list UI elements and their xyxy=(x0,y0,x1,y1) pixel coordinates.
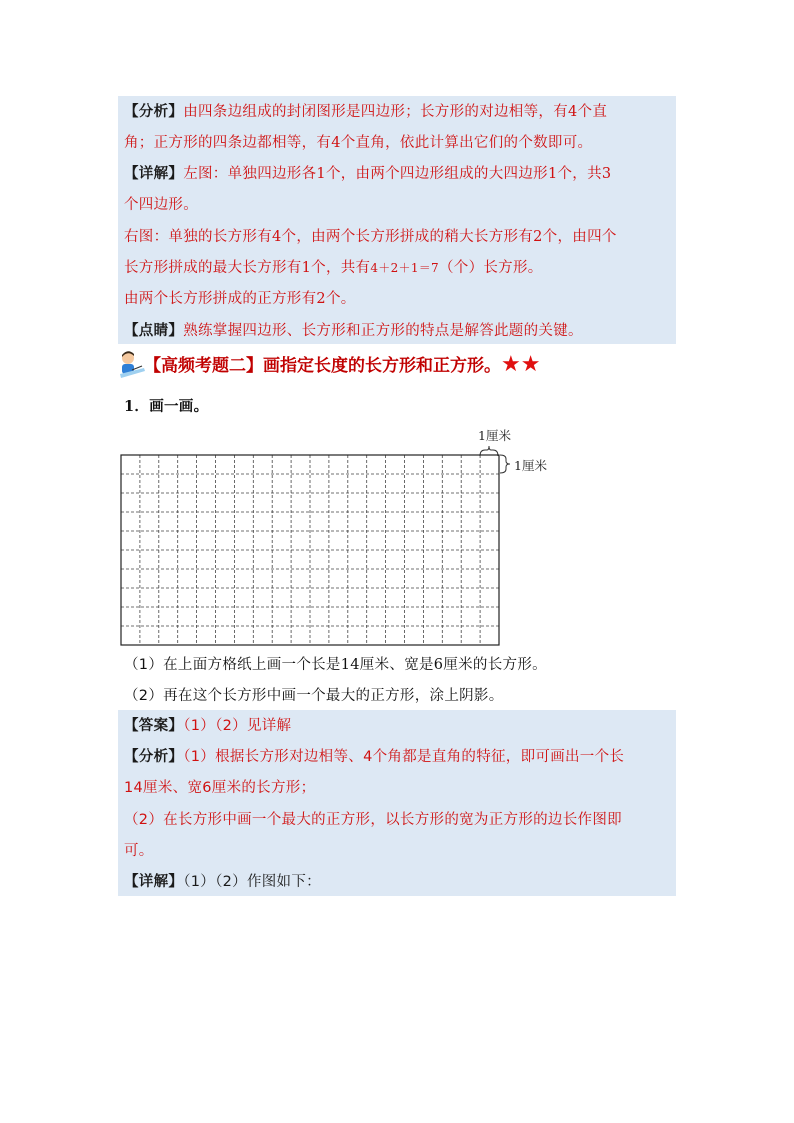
dianjing-tag: 【点睛】 xyxy=(124,323,184,339)
xj-num-2: 1 xyxy=(547,166,558,182)
grid-paper[interactable] xyxy=(120,454,500,646)
question-heading xyxy=(124,397,208,417)
fenxi2-line-1 xyxy=(124,747,624,767)
q1-num-2: 6 xyxy=(433,657,444,673)
question-part-1 xyxy=(124,655,547,675)
xj-num-3: 3 xyxy=(601,166,612,182)
cm-label-top: 1厘米 xyxy=(478,428,511,443)
fenxi-text-1: 由四条边组成的封闭图形是四边形；长方形的对边相等，有 xyxy=(183,104,569,120)
xj-text-5b: 个。 xyxy=(325,291,356,307)
xiangjie2-line xyxy=(124,872,321,892)
fenxi-num-2: 4 xyxy=(331,135,341,151)
xj-text-1b: 个，由两个四边形组成的大四边形 xyxy=(325,166,548,182)
fx2-text-2: 14厘米、宽6厘米的长方形； xyxy=(124,780,316,796)
question-text: 画一画。 xyxy=(149,399,209,415)
xj-text-5a: 由两个长方形拼成的正方形有 xyxy=(124,291,317,307)
xj-num-1: 1 xyxy=(316,166,326,182)
xj-num-4: 4 xyxy=(272,229,282,245)
fenxi2-line-3 xyxy=(124,810,622,830)
xj-num-7: 2 xyxy=(316,291,326,307)
fenxi-text-2a: 角；正方形的四条边都相等，有 xyxy=(124,135,332,151)
q1-text-a: （1）在上面方格纸上画一个长是 xyxy=(124,657,341,673)
xj-text-4c: （个）长方形。 xyxy=(438,260,543,276)
xj-text-3c: 个，由四个 xyxy=(542,229,617,245)
xj-num-5: 2 xyxy=(533,229,543,245)
xj-text-4a: 长方形拼成的最大长方形有 xyxy=(124,260,302,276)
xj-text-3a: 右图：单独的长方形有 xyxy=(124,229,272,245)
fenxi2-tag: 【分析】 xyxy=(124,749,184,765)
fx2-text-1: （1）根据长方形对边相等、4个角都是直角的特征，即可画出一个长 xyxy=(183,749,625,765)
question-part-2 xyxy=(124,686,504,706)
xiangjie-tag: 【详解】 xyxy=(124,166,184,182)
xiangjie2-tag: 【详解】 xyxy=(124,874,184,890)
xj-formula: 4＋2＋1＝7 xyxy=(370,261,439,275)
q1-text-c: 厘米的长方形。 xyxy=(443,657,547,673)
xj-text-2: 个四边形。 xyxy=(124,197,198,213)
fx2-text-4: 可。 xyxy=(124,843,154,859)
xiangjie-line-2 xyxy=(124,195,198,215)
fenxi-text-2b: 个直角，依此计算出它们的个数即可。 xyxy=(340,135,593,151)
xj-num-6: 1 xyxy=(301,260,312,276)
q1-num-1: 14 xyxy=(340,657,360,673)
dianjing-text: 熟练掌握四边形、长方形和正方形的特点是解答此题的关键。 xyxy=(183,323,583,339)
fenxi2-line-2 xyxy=(124,778,315,798)
q1-text-b: 厘米、宽是 xyxy=(359,657,434,673)
dianjing-line xyxy=(124,321,583,341)
xiangjie-line-5 xyxy=(124,289,356,309)
fenxi-tag: 【分析】 xyxy=(124,104,184,120)
q2-text: （2）再在这个长方形中画一个最大的正方形，涂上阴影。 xyxy=(124,688,504,704)
fenxi-num-1: 4 xyxy=(568,104,578,120)
student-icon xyxy=(118,350,146,380)
fenxi2-line-4 xyxy=(124,841,154,861)
xj-text-1a: 左图：单独四边形各 xyxy=(183,166,317,182)
xiangjie-line-3 xyxy=(124,227,617,247)
xj-text-3b: 个，由两个长方形拼成的稍大长方形有 xyxy=(281,229,534,245)
section-title xyxy=(144,352,540,379)
cm-label-right: 1厘米 xyxy=(514,458,547,473)
xiangjie-line-1 xyxy=(124,164,611,184)
section-title-text: 【高频考题二】画指定长度的长方形和正方形。 xyxy=(144,356,501,376)
daan-line xyxy=(124,716,291,736)
daan-text: （1）（2）见详解 xyxy=(183,718,292,734)
xj-text-1c: 个，共 xyxy=(557,166,602,182)
xj-text-4b: 个，共有 xyxy=(311,260,371,276)
analysis-block-2 xyxy=(118,710,676,896)
fenxi-text-1b: 个直 xyxy=(577,104,608,120)
fenxi-line-1 xyxy=(124,102,607,122)
right-brace-icon xyxy=(500,455,510,473)
daan-tag: 【答案】 xyxy=(124,718,184,734)
fx2-text-3: （2）在长方形中画一个最大的正方形，以长方形的宽为正方形的边长作图即 xyxy=(124,812,622,828)
star-icon: ★ xyxy=(520,352,541,377)
question-number: 1． xyxy=(124,398,150,415)
star-icon: ★ xyxy=(501,352,521,377)
xiangjie-line-4 xyxy=(124,258,543,278)
xj2-text: （1）（2）作图如下： xyxy=(183,874,321,890)
fenxi-line-2 xyxy=(124,133,592,153)
